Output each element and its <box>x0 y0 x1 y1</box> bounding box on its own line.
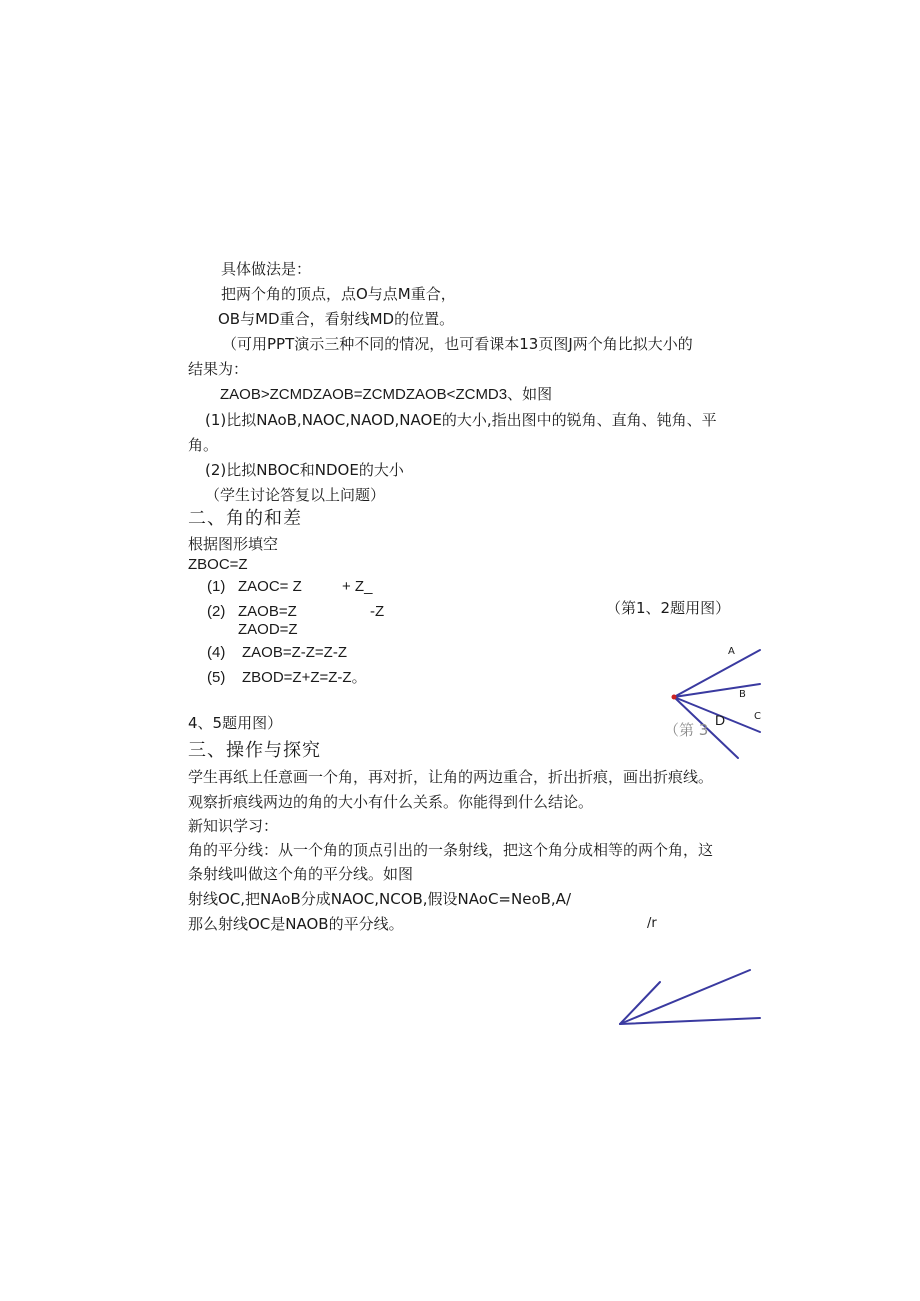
item-4-number: (4) <box>207 644 226 661</box>
bisector-ray-oc <box>620 970 750 1024</box>
item-3-expr: ZAOD=Z <box>238 621 298 638</box>
point-c-label: C <box>754 711 761 722</box>
new-knowledge-label: 新知识学习： <box>188 817 279 835</box>
explore-line-2: 观察折痕线两边的角的大小有什么关系。你能得到什么结论。 <box>188 793 594 811</box>
item-4-expr: ZAOB=Z-Z=Z-Z <box>242 644 347 661</box>
section-2-title: 二、角的和差 <box>188 508 302 529</box>
angle-figure-rays <box>660 640 770 765</box>
bisector-ray-oa <box>620 982 660 1024</box>
step-1: 把两个角的顶点，点O与点M重合， <box>221 285 456 303</box>
item-1-expr-b: + Z_ <box>342 578 373 595</box>
zboc-line: ZBOC=Z <box>188 556 248 573</box>
point-a-label: A <box>728 646 735 657</box>
question-1: (1)比拟NAoB,NAOC,NAOD,NAOE的大小,指出图中的锐角、直角、钝角、平 <box>205 411 717 429</box>
item-1-number: (1) <box>207 578 226 595</box>
bisector-figure-label: /r <box>647 916 657 931</box>
section-3-title: 三、操作与探究 <box>188 740 321 761</box>
bisector-ray-ob <box>620 1018 760 1024</box>
bisector-definition-1: 角的平分线：从一个角的顶点引出的一条射线，把这个角分成相等的两个角，这 <box>188 841 714 859</box>
item-2-expr: ZAOB=Z <box>238 603 297 620</box>
figure-1-2-caption: （第1、2题用图） <box>606 599 731 617</box>
figure-4-5-caption: 4、5题用图） <box>188 714 283 732</box>
point-d-label: D <box>715 712 726 728</box>
ppt-note: （可用PPT演示三种不同的情况，也可看课本13页图J两个角比拟大小的 <box>222 335 693 353</box>
item-5-expr: ZBOD=Z+Z=Z-Z。 <box>242 669 367 686</box>
ray-oc-statement: 射线OC,把NAoB分成NAOC,NCOB,假设NAoC=NeoB,A/ <box>188 890 571 908</box>
item-2-number: (2) <box>207 603 226 620</box>
vertex-o <box>672 695 677 700</box>
question-1-cont: 角。 <box>188 436 219 454</box>
item-2-expr-b: -Z <box>370 603 385 620</box>
point-b-label: B <box>739 689 746 700</box>
item-5-number: (5) <box>207 669 226 686</box>
step-2: OB与MD重合，看射线MD的位置。 <box>218 310 455 328</box>
result-label: 结果为： <box>188 360 249 378</box>
results-line: ZAOB>ZCMDZAOB=ZCMDZAOB<ZCMD3、如图 <box>220 386 553 403</box>
discussion-note: （学生讨论答复以上问题） <box>205 486 386 504</box>
item-1-expr: ZAOC= Z <box>238 578 302 595</box>
method-intro: 具体做法是： <box>221 260 312 278</box>
explore-line-1: 学生再纸上任意画一个角，再对折，让角的两边重合，折出折痕，画出折痕线。 <box>188 768 714 786</box>
bisector-conclusion: 那么射线OC是NAOB的平分线。 <box>188 915 404 933</box>
question-2: (2)比拟NBOC和NDOE的大小 <box>205 461 404 479</box>
bisector-definition-2: 条射线叫做这个角的平分线。如图 <box>188 865 414 883</box>
figure-3-caption: （第 3 <box>664 721 709 739</box>
bisector-figure <box>600 950 770 1035</box>
fill-by-figure: 根据图形填空 <box>188 535 279 553</box>
